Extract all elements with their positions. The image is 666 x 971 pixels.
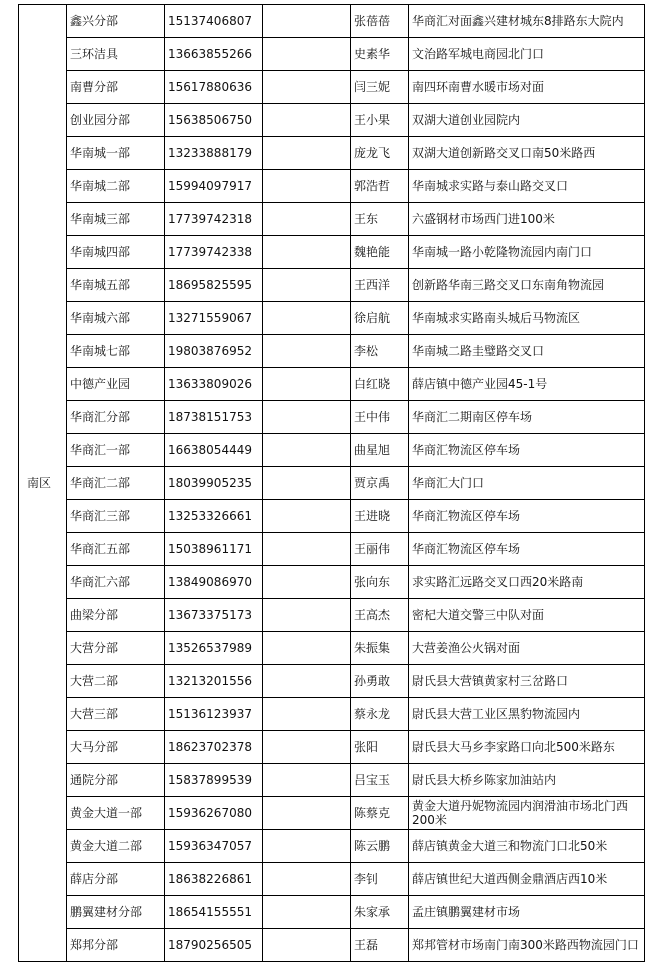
table-row — [19, 632, 645, 665]
blank-cell — [263, 104, 351, 137]
table-row — [19, 830, 645, 863]
table-row — [19, 5, 645, 38]
table-row — [19, 896, 645, 929]
branch-name-cell: 华南城五部 — [67, 269, 165, 302]
branch-name-cell: 华商汇分部 — [67, 401, 165, 434]
contact-person-cell: 王中伟 — [351, 401, 409, 434]
branch-name-cell: 大马分部 — [67, 731, 165, 764]
table-row — [19, 797, 645, 830]
address-cell: 南四环南曹水暖市场对面 — [409, 71, 645, 104]
table-row — [19, 863, 645, 896]
address-cell: 华商汇物流区停车场 — [409, 434, 645, 467]
branch-name-cell: 黄金大道二部 — [67, 830, 165, 863]
branch-name-cell: 大营二部 — [67, 665, 165, 698]
branch-table-body — [19, 5, 645, 962]
phone-cell: 13849086970 — [165, 566, 263, 599]
branch-name-cell: 华商汇二部 — [67, 467, 165, 500]
contact-person-cell: 闫三妮 — [351, 71, 409, 104]
contact-person-cell: 王西洋 — [351, 269, 409, 302]
blank-cell — [263, 302, 351, 335]
blank-cell — [263, 599, 351, 632]
phone-cell: 19803876952 — [165, 335, 263, 368]
phone-cell: 16638054449 — [165, 434, 263, 467]
address-cell: 华商汇大门口 — [409, 467, 645, 500]
address-cell: 大营姜渔公火锅对面 — [409, 632, 645, 665]
blank-cell — [263, 434, 351, 467]
blank-cell — [263, 797, 351, 830]
contact-person-cell: 史素华 — [351, 38, 409, 71]
branch-name-cell: 华商汇六部 — [67, 566, 165, 599]
contact-person-cell: 王磊 — [351, 929, 409, 962]
phone-cell: 18638226861 — [165, 863, 263, 896]
phone-cell: 18039905235 — [165, 467, 263, 500]
phone-cell: 15137406807 — [165, 5, 263, 38]
contact-person-cell: 徐启航 — [351, 302, 409, 335]
phone-cell: 15936267080 — [165, 797, 263, 830]
contact-person-cell: 蔡永龙 — [351, 698, 409, 731]
contact-person-cell: 张阳 — [351, 731, 409, 764]
blank-cell — [263, 500, 351, 533]
blank-cell — [263, 38, 351, 71]
branch-name-cell: 华南城一部 — [67, 137, 165, 170]
blank-cell — [263, 401, 351, 434]
blank-cell — [263, 731, 351, 764]
contact-person-cell: 王丽伟 — [351, 533, 409, 566]
region-cell: 南区 — [19, 5, 67, 962]
table-row — [19, 137, 645, 170]
blank-cell — [263, 533, 351, 566]
contact-person-cell: 张向东 — [351, 566, 409, 599]
branch-name-cell: 华南城七部 — [67, 335, 165, 368]
blank-cell — [263, 566, 351, 599]
phone-cell: 15136123937 — [165, 698, 263, 731]
contact-person-cell: 朱家承 — [351, 896, 409, 929]
phone-cell: 15038961171 — [165, 533, 263, 566]
blank-cell — [263, 269, 351, 302]
branch-name-cell: 薛店分部 — [67, 863, 165, 896]
blank-cell — [263, 467, 351, 500]
address-cell: 尉氏县大营镇黄家村三岔路口 — [409, 665, 645, 698]
blank-cell — [263, 5, 351, 38]
blank-cell — [263, 896, 351, 929]
address-cell: 双湖大道创业园院内 — [409, 104, 645, 137]
phone-cell: 13271559067 — [165, 302, 263, 335]
address-cell: 华南城二路圭璧路交叉口 — [409, 335, 645, 368]
table-row — [19, 269, 645, 302]
branch-name-cell: 大营分部 — [67, 632, 165, 665]
blank-cell — [263, 368, 351, 401]
blank-cell — [263, 830, 351, 863]
phone-cell: 18623702378 — [165, 731, 263, 764]
contact-person-cell: 王进晓 — [351, 500, 409, 533]
address-cell: 华南城求实路与泰山路交叉口 — [409, 170, 645, 203]
table-row — [19, 203, 645, 236]
contact-person-cell: 张蓓蓓 — [351, 5, 409, 38]
table-row — [19, 698, 645, 731]
branch-name-cell: 华南城六部 — [67, 302, 165, 335]
table-row — [19, 665, 645, 698]
address-cell: 尉氏县大营工业区黑豹物流园内 — [409, 698, 645, 731]
phone-cell: 18695825595 — [165, 269, 263, 302]
blank-cell — [263, 863, 351, 896]
phone-cell: 13673375173 — [165, 599, 263, 632]
phone-cell: 13233888179 — [165, 137, 263, 170]
table-row — [19, 500, 645, 533]
blank-cell — [263, 236, 351, 269]
blank-cell — [263, 137, 351, 170]
address-cell: 黄金大道丹妮物流园内润滑油市场北门西200米 — [409, 797, 645, 830]
address-cell: 孟庄镇鹏翼建材市场 — [409, 896, 645, 929]
contact-person-cell: 王高杰 — [351, 599, 409, 632]
branch-table — [18, 4, 645, 962]
address-cell: 创新路华南三路交叉口东南角物流园 — [409, 269, 645, 302]
address-cell: 尉氏县大桥乡陈家加油站内 — [409, 764, 645, 797]
phone-cell: 15638506750 — [165, 104, 263, 137]
phone-cell: 17739742318 — [165, 203, 263, 236]
contact-person-cell: 李钊 — [351, 863, 409, 896]
phone-cell: 15994097917 — [165, 170, 263, 203]
contact-person-cell: 陈云鹏 — [351, 830, 409, 863]
table-row — [19, 764, 645, 797]
blank-cell — [263, 665, 351, 698]
phone-cell: 15936347057 — [165, 830, 263, 863]
phone-cell: 13213201556 — [165, 665, 263, 698]
contact-person-cell: 王小果 — [351, 104, 409, 137]
table-row — [19, 104, 645, 137]
phone-cell: 18738151753 — [165, 401, 263, 434]
address-cell: 华商汇物流区停车场 — [409, 533, 645, 566]
contact-person-cell: 郭浩哲 — [351, 170, 409, 203]
branch-name-cell: 华商汇一部 — [67, 434, 165, 467]
blank-cell — [263, 929, 351, 962]
blank-cell — [263, 71, 351, 104]
contact-person-cell: 朱振集 — [351, 632, 409, 665]
phone-cell: 13253326661 — [165, 500, 263, 533]
blank-cell — [263, 698, 351, 731]
phone-cell: 18790256505 — [165, 929, 263, 962]
branch-name-cell: 中德产业园 — [67, 368, 165, 401]
table-row — [19, 236, 645, 269]
branch-name-cell: 鹏翼建材分部 — [67, 896, 165, 929]
contact-person-cell: 庞龙飞 — [351, 137, 409, 170]
address-cell: 文治路军城电商园北门口 — [409, 38, 645, 71]
table-row — [19, 599, 645, 632]
branch-name-cell: 黄金大道一部 — [67, 797, 165, 830]
branch-name-cell: 华南城四部 — [67, 236, 165, 269]
branch-name-cell: 大营三部 — [67, 698, 165, 731]
table-row — [19, 566, 645, 599]
address-cell: 密杞大道交警三中队对面 — [409, 599, 645, 632]
contact-person-cell: 李松 — [351, 335, 409, 368]
table-row — [19, 434, 645, 467]
phone-cell: 15837899539 — [165, 764, 263, 797]
branch-name-cell: 南曹分部 — [67, 71, 165, 104]
contact-person-cell: 吕宝玉 — [351, 764, 409, 797]
address-cell: 华南城一路小乾隆物流园内南门口 — [409, 236, 645, 269]
phone-cell: 18654155551 — [165, 896, 263, 929]
phone-cell: 15617880636 — [165, 71, 263, 104]
address-cell: 尉氏县大马乡李家路口向北500米路东 — [409, 731, 645, 764]
contact-person-cell: 王东 — [351, 203, 409, 236]
contact-person-cell: 曲星旭 — [351, 434, 409, 467]
phone-cell: 13526537989 — [165, 632, 263, 665]
table-row — [19, 533, 645, 566]
branch-name-cell: 曲梁分部 — [67, 599, 165, 632]
table-row — [19, 368, 645, 401]
table-row — [19, 38, 645, 71]
blank-cell — [263, 170, 351, 203]
branch-name-cell: 创业园分部 — [67, 104, 165, 137]
address-cell: 华南城求实路南头城后马物流区 — [409, 302, 645, 335]
table-row — [19, 401, 645, 434]
phone-cell: 13663855266 — [165, 38, 263, 71]
branch-name-cell: 华商汇五部 — [67, 533, 165, 566]
address-cell: 华商汇对面鑫兴建材城东8排路东大院内 — [409, 5, 645, 38]
table-row — [19, 170, 645, 203]
table-row — [19, 929, 645, 962]
table-row — [19, 335, 645, 368]
table-row — [19, 71, 645, 104]
contact-person-cell: 陈蔡克 — [351, 797, 409, 830]
branch-name-cell: 鑫兴分部 — [67, 5, 165, 38]
address-cell: 薛店镇中德产业园45-1号 — [409, 368, 645, 401]
contact-person-cell: 贾京禹 — [351, 467, 409, 500]
branch-name-cell: 郑邦分部 — [67, 929, 165, 962]
phone-cell: 13633809026 — [165, 368, 263, 401]
branch-name-cell: 华南城二部 — [67, 170, 165, 203]
contact-person-cell: 孙勇敢 — [351, 665, 409, 698]
address-cell: 双湖大道创新路交叉口南50米路西 — [409, 137, 645, 170]
address-cell: 求实路汇远路交叉口西20米路南 — [409, 566, 645, 599]
branch-name-cell: 华商汇三部 — [67, 500, 165, 533]
contact-person-cell: 白红晓 — [351, 368, 409, 401]
address-cell: 郑邦管材市场南门南300米路西物流园门口 — [409, 929, 645, 962]
blank-cell — [263, 632, 351, 665]
blank-cell — [263, 764, 351, 797]
contact-person-cell: 魏艳能 — [351, 236, 409, 269]
table-row — [19, 731, 645, 764]
branch-name-cell: 通院分部 — [67, 764, 165, 797]
address-cell: 华商汇二期南区停车场 — [409, 401, 645, 434]
branch-name-cell: 三环洁具 — [67, 38, 165, 71]
blank-cell — [263, 203, 351, 236]
table-row — [19, 467, 645, 500]
address-cell: 薛店镇黄金大道三和物流门口北50米 — [409, 830, 645, 863]
blank-cell — [263, 335, 351, 368]
address-cell: 六盛钢材市场西门进100米 — [409, 203, 645, 236]
address-cell: 华商汇物流区停车场 — [409, 500, 645, 533]
address-cell: 薛店镇世纪大道西侧金鼎酒店西10米 — [409, 863, 645, 896]
branch-name-cell: 华南城三部 — [67, 203, 165, 236]
phone-cell: 17739742338 — [165, 236, 263, 269]
table-row — [19, 302, 645, 335]
